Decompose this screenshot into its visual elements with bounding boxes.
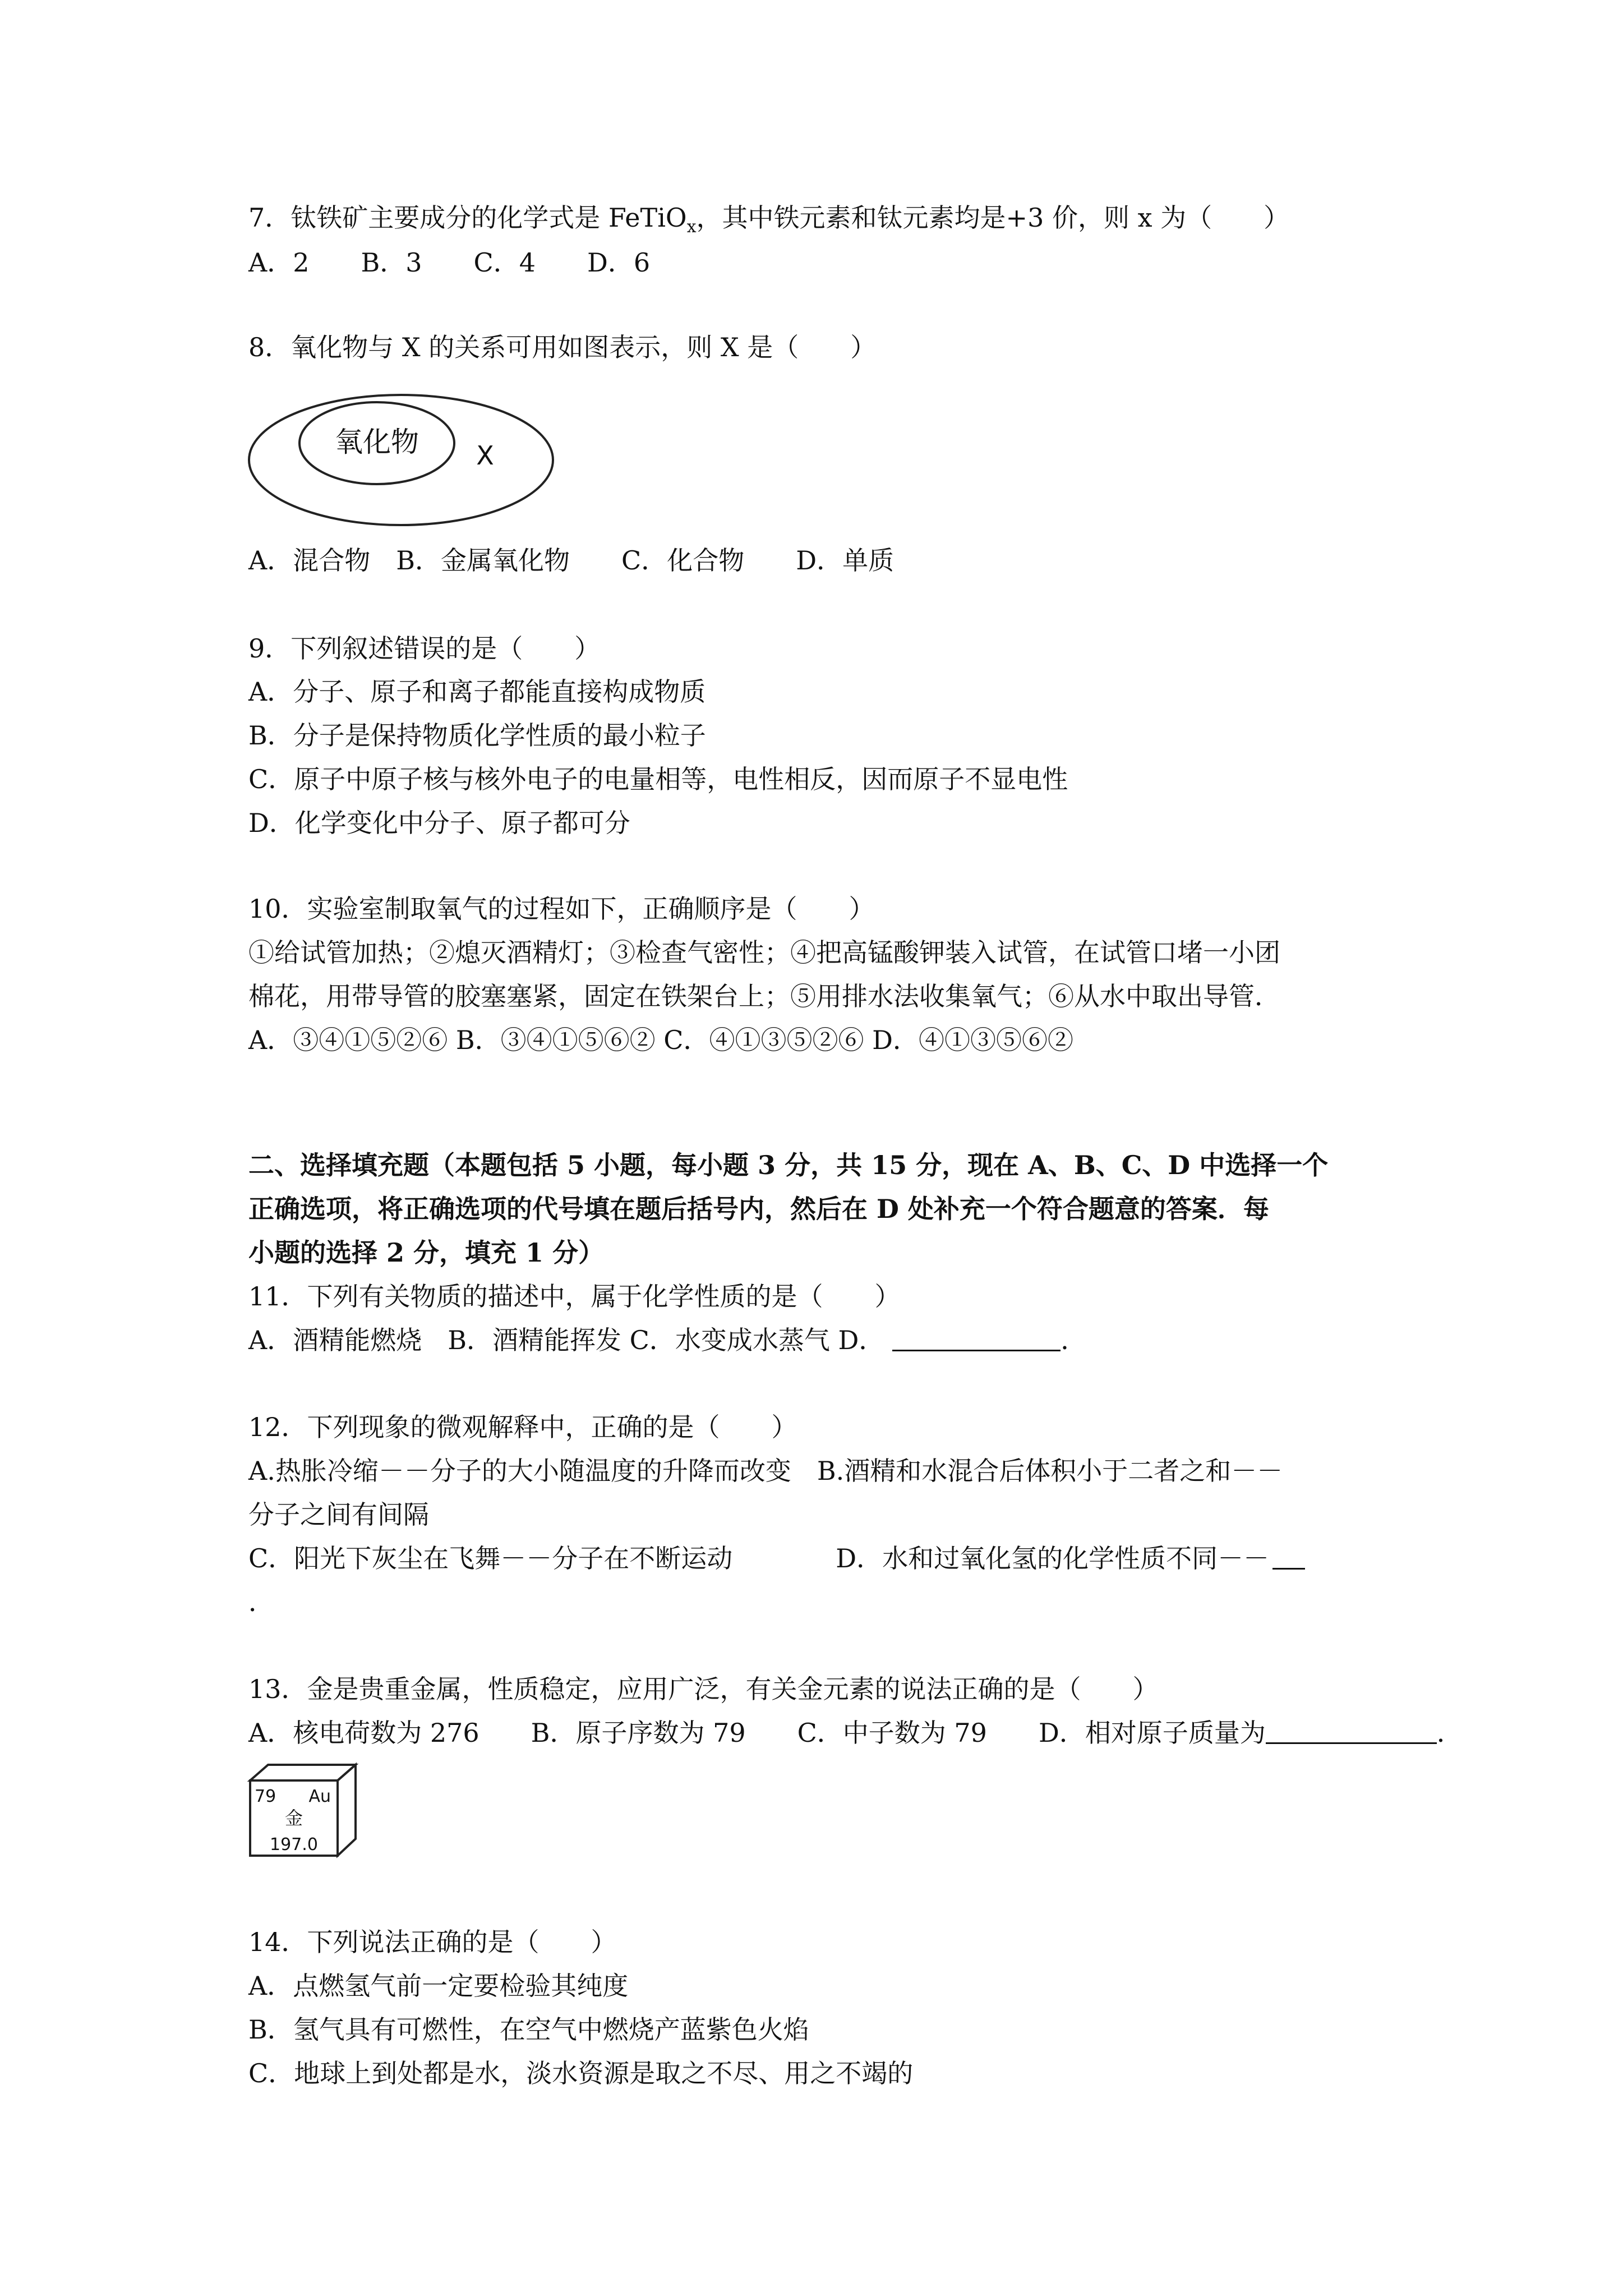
element-symbol: Au [308,1787,331,1806]
q10-steps-line2: 棉花，用带导管的胶塞塞紧，固定在铁架台上；⑤用排水法收集氧气；⑥从水中取出导管． [248,981,1280,1011]
q13-options: A．核电荷数为 276 B．原子序数为 79 C．中子数为 79 D．相对原子质量为 ． [248,1718,1463,1748]
q7-subscript: x [686,217,697,237]
atomic-mass: 197.0 [270,1835,318,1855]
oxide-set-diagram [247,393,561,540]
q13-answer-blank[interactable] [1266,1742,1437,1744]
gold-element-card [247,1761,359,1872]
q9-stem: 9．下列叙述错误的是（ ） [248,633,601,664]
q12-answer-blank[interactable] [1272,1568,1305,1570]
q14-stem: 14．下列说法正确的是（ ） [248,1927,617,1957]
q14-option-c: C．地球上到处都是水，淡水资源是取之不尽、用之不竭的 [248,2058,914,2088]
q9-option-d: D．化学变化中分子、原子都可分 [248,808,630,838]
q11-answer-blank[interactable] [892,1350,1061,1351]
q7-options: A．2 B．3 C．4 D．6 [248,247,651,278]
q12-options-line3: C．阳光下灰尘在飞舞－－分子在不断运动 D．水和过氧化氢的化学性质不同－－ [248,1536,1305,1580]
q8-stem: 8．氧化物与 X 的关系可用如图表示，则 X 是（ ） [248,332,877,362]
q11-options: A．酒精能燃烧 B．酒精能挥发 C．水变成水蒸气 D． ． [248,1325,1087,1355]
q9-option-b: B．分子是保持物质化学性质的最小粒子 [248,720,706,751]
section2-heading-line3: 小题的选择 2 分，填充 1 分） [248,1237,605,1268]
q9-option-c: C．原子中原子核与核外电子的电量相等，电性相反，因而原子不显电性 [248,764,1068,794]
outer-set-ellipse [249,395,553,525]
section2-heading-line2: 正确选项，将正确选项的代号填在题后括号内，然后在 D 处补充一个符合题意的答案．每 [248,1194,1269,1224]
q13-stem: 13．金是贵重金属，性质稳定，应用广泛，有关金元素的说法正确的是（ ） [248,1674,1159,1704]
card-side-face [338,1765,356,1856]
element-name: 金 [284,1807,303,1829]
outer-set-label: X [476,440,494,471]
inner-set-label: 氧化物 [335,426,419,458]
q11-stem: 11．下列有关物质的描述中，属于化学性质的是（ ） [248,1281,901,1312]
q8-options: A．混合物 B．金属氧化物 C．化合物 D．单质 [248,545,895,576]
q10-steps-line1: ①给试管加热；②熄灭酒精灯；③检查气密性；④把高锰酸钾装入试管，在试管口堵一小团 [248,937,1280,968]
q10-options: A．③④①⑤②⑥ B．③④①⑤⑥② C．④①③⑤②⑥ D．④①③⑤⑥② [248,1025,1073,1055]
q12-options-line4: ． [248,1587,274,1617]
q12-options-line2: 分子之间有间隔 [248,1499,429,1530]
q9-option-a: A．分子、原子和离子都能直接构成物质 [248,677,706,707]
q7-stem: 7．钛铁矿主要成分的化学式是 FeTiO$_x$，其中铁元素和钛元素均是+3 价，则 x 为（ ） [248,203,1290,237]
q10-stem: 10．实验室制取氧气的过程如下，正确顺序是（ ） [248,894,875,924]
q12-options-line1: A.热胀冷缩－－分子的大小随温度的升降而改变 B.酒精和水混合后体积小于二者之和－－ [248,1456,1283,1486]
q14-option-b: B．氢气具有可燃性，在空气中燃烧产蓝紫色火焰 [248,2014,809,2045]
section2-heading-line1: 二、选择填充题（本题包括 5 小题，每小题 3 分，共 15 分，现在 A、B、C、D 中选择一个 [248,1150,1329,1180]
q12-stem: 12．下列现象的微观解释中，正确的是（ ） [248,1412,797,1442]
q14-option-a: A．点燃氢气前一定要检验其纯度 [248,1971,629,2001]
atomic-number: 79 [255,1787,276,1806]
